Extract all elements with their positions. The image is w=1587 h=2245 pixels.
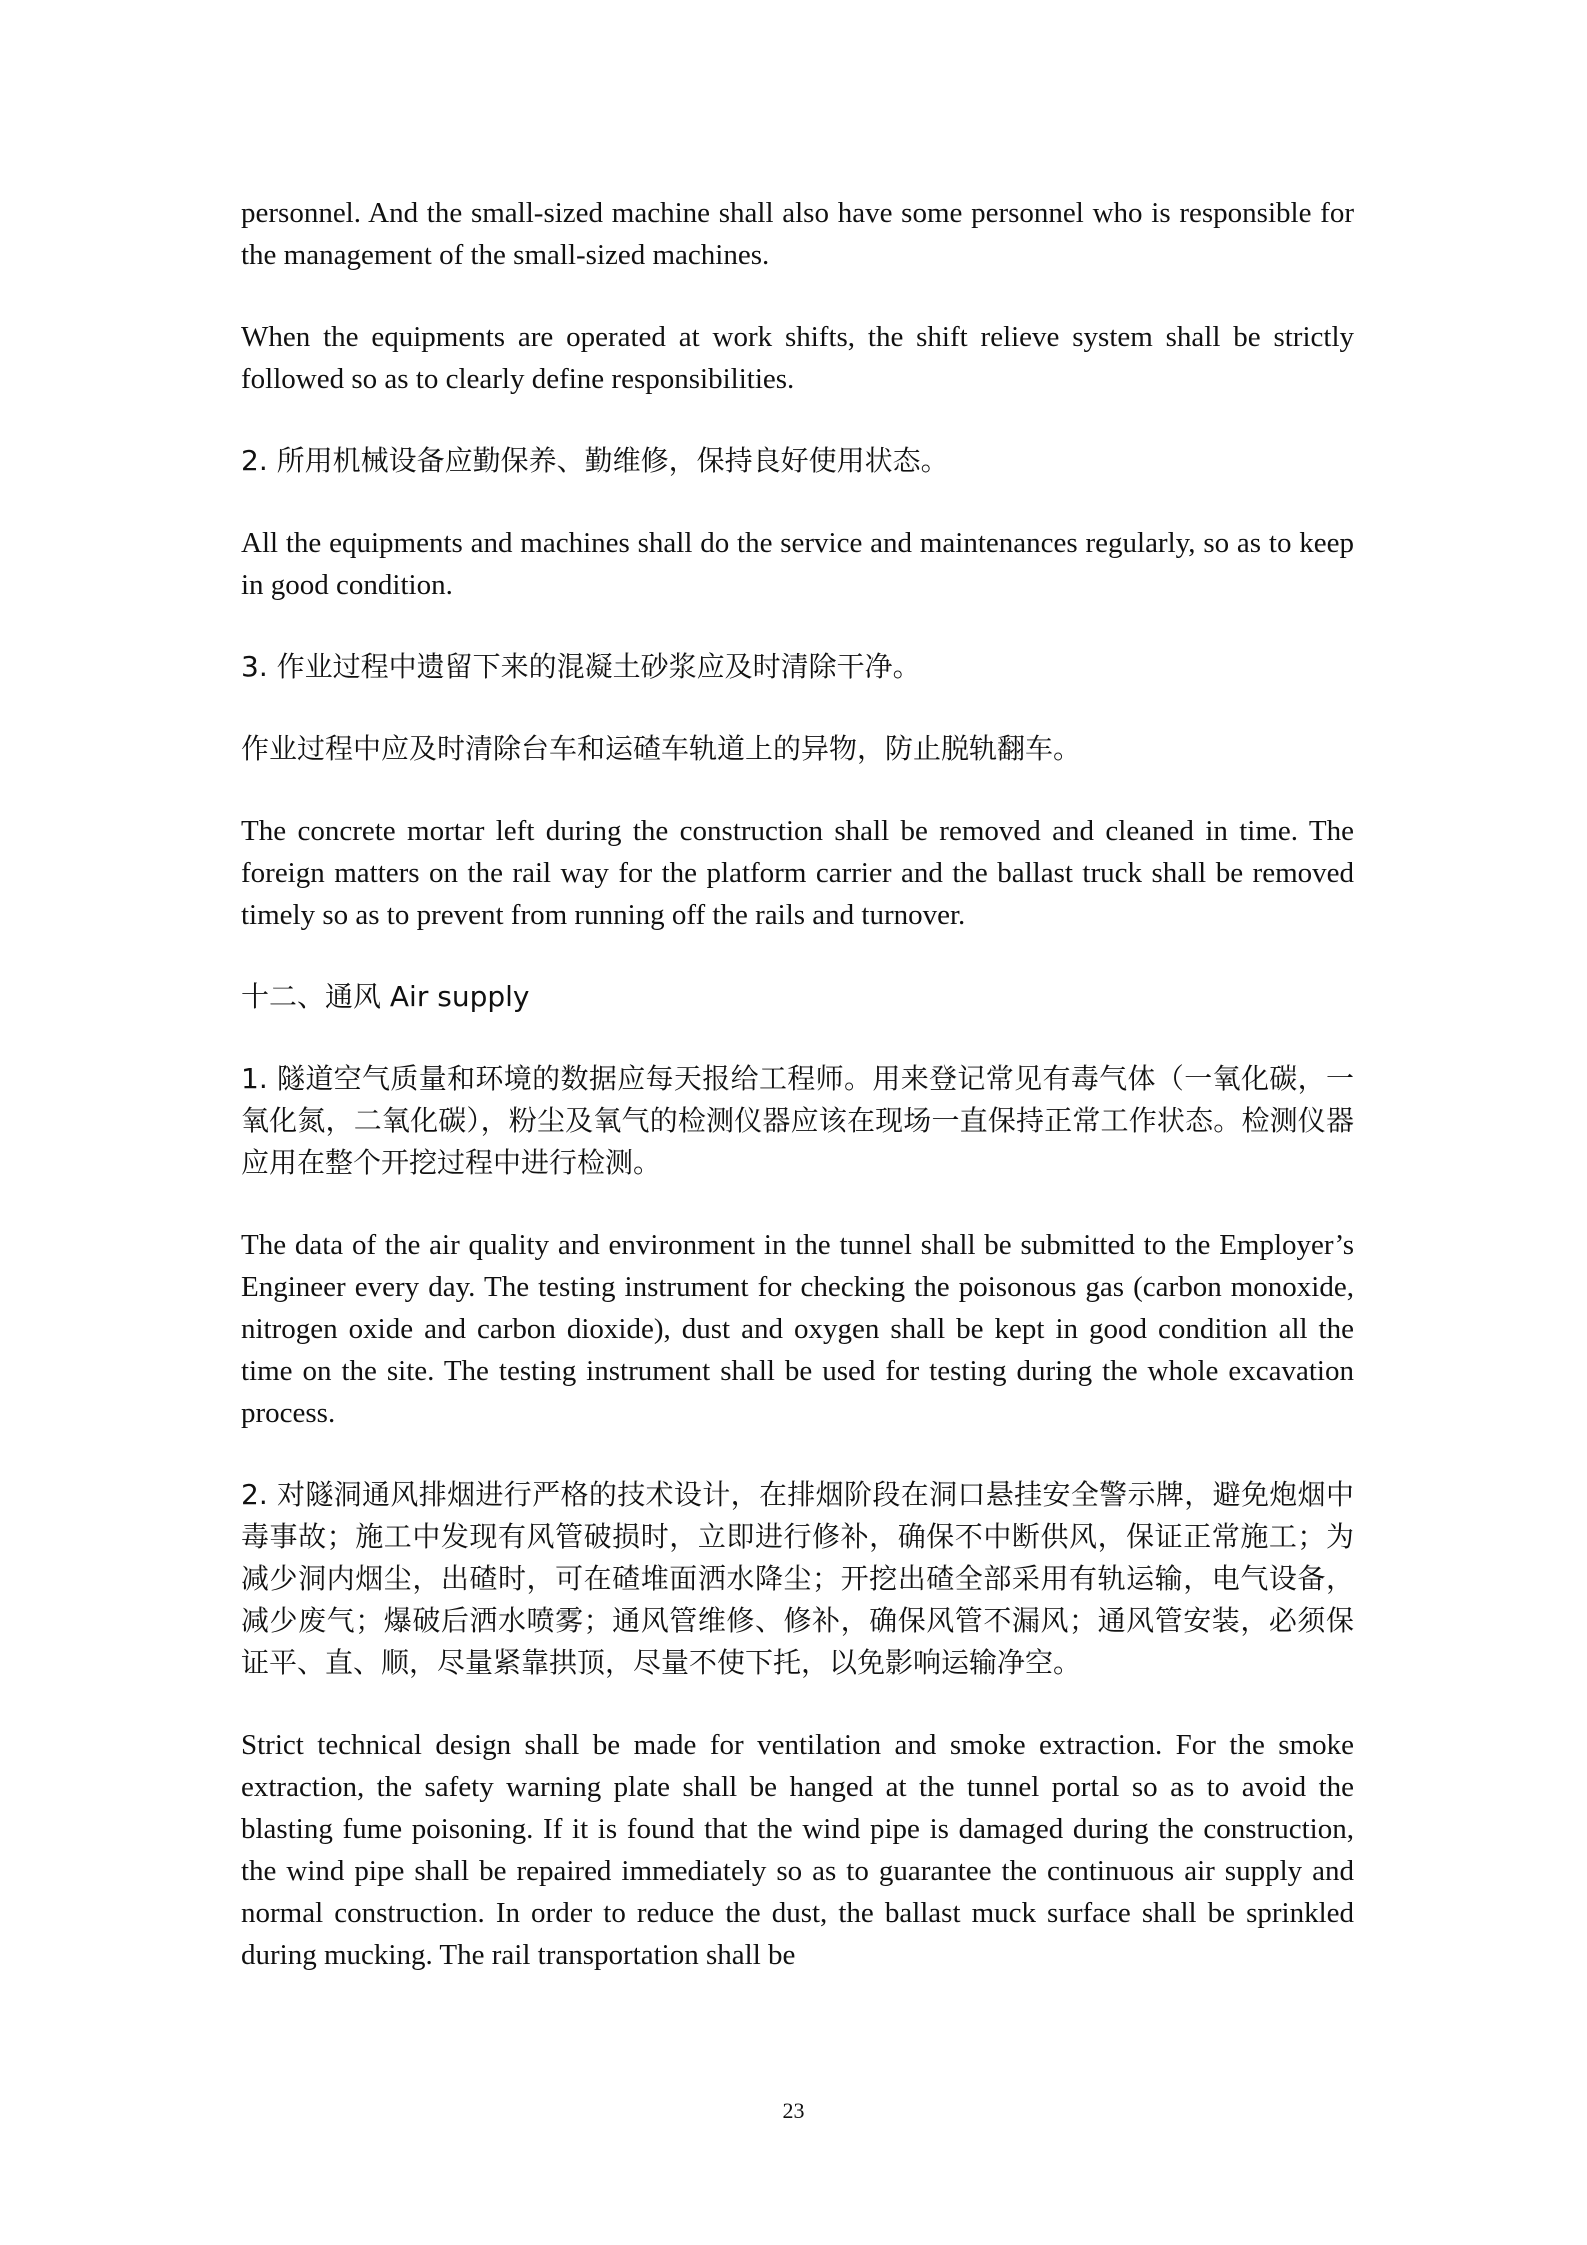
paragraph-personnel: personnel. And the small-sized machine shall also have some personnel who is responsible for the management of the small-sized machines. xyxy=(241,197,1354,271)
paragraph-ventilation-en: Strict technical design shall be made for ventilation and smoke extraction. For the smoke extraction, the safety warning plate shall be hanged at the tunnel portal so as to avoid the blasting fume poisoning. If it is found that the wind pipe is damaged during the construction, the wind pipe shall be repaired immediately so as to guarantee the continuous air supply and normal construction. In order to reduce the dust, the ballast muck surface shall be sprinkled during mucking. The rail transportation shall be xyxy=(241,1729,1354,1971)
paragraph-ventilation-cn: 2. 对隧洞通风排烟进行严格的技术设计，在排烟阶段在洞口悬挂安全警示牌，避免炮烟中毒事故；施工中发现有风管破损时，立即进行修补，确保不中断供风，保证正常施工；为减少洞内烟尘，出碴时，可在碴堆面洒水降尘；开挖出碴全部采用有轨运输，电气设备，减少废气；爆破后洒水喷雾；通风管维修、修补，确保风管不漏风；通风管安装，必须保证平、直、顺，尽量紧靠拱顶，尽量不使下托，以免影响运输净空。 xyxy=(241,1478,1354,1679)
paragraph-rail-cn: 作业过程中应及时清除台车和运碴车轨道上的异物，防止脱轨翻车。 xyxy=(241,732,1082,765)
section-heading-air-supply: 十二、通风 Air supply xyxy=(241,980,530,1013)
paragraph-air-quality-en: The data of the air quality and environment in the tunnel shall be submitted to the Employer’s Engineer every day. The testing instrument for checking the poisonous gas (carbon monoxide, nitrogen oxide and carbon dioxide), dust and oxygen shall be kept in good condition all the time on the site. The testing instrument shall be used for testing during the whole excavation process. xyxy=(241,1229,1354,1429)
paragraph-item-2-en: All the equipments and machines shall do the service and maintenances regularly, so as to keep in good condition. xyxy=(241,527,1354,601)
paragraph-item-2-cn: 2. 所用机械设备应勤保养、勤维修，保持良好使用状态。 xyxy=(241,444,949,477)
paragraph-air-quality-cn: 1. 隧道空气质量和环境的数据应每天报给工程师。用来登记常见有毒气体（一氧化碳，一氧化氮，二氧化碳），粉尘及氧气的检测仪器应该在现场一直保持正常工作状态。检测仪器应用在整个开挖过程中进行检测。 xyxy=(241,1062,1354,1179)
paragraph-shift-relieve: When the equipments are operated at work shifts, the shift relieve system shall be strictly followed so as to clearly define responsibilities. xyxy=(241,321,1354,395)
paragraph-item-3-cn: 3. 作业过程中遗留下来的混凝土砂浆应及时清除干净。 xyxy=(241,650,921,683)
page-body xyxy=(241,192,1354,2016)
page-number: 23 xyxy=(782,2098,805,2123)
paragraph-item-3-en: The concrete mortar left during the construction shall be removed and cleaned in time. The foreign matters on the rail way for the platform carrier and the ballast truck shall be removed timely so as to prevent from running off the rails and turnover. xyxy=(241,815,1354,931)
